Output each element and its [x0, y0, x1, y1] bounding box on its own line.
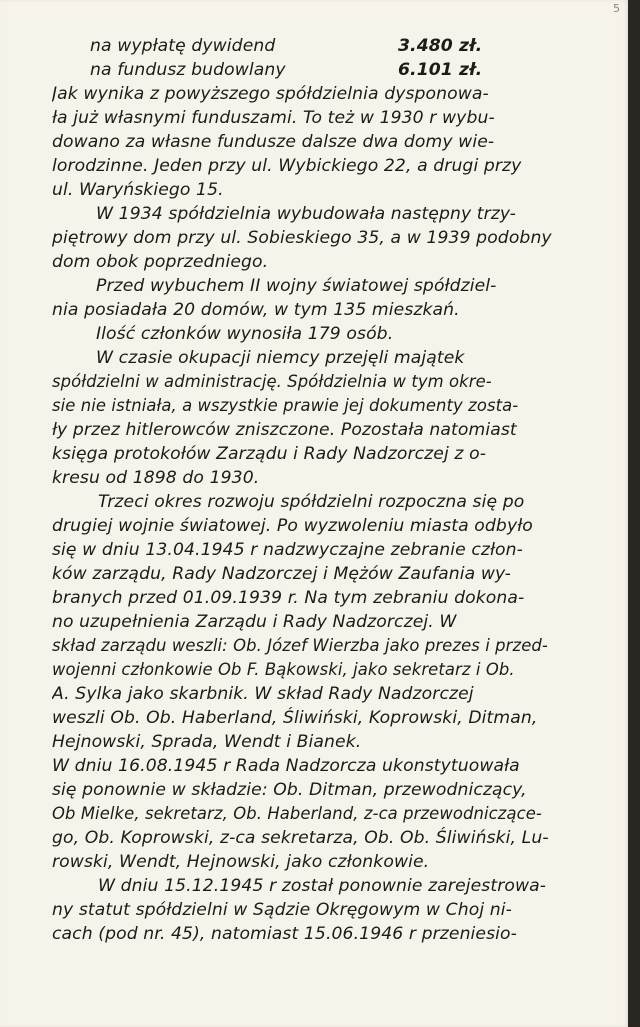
- text-line: wojenni członkowie Ob F. Bąkowski, jako sekretarz i Ob.: [52, 660, 515, 679]
- text-line: drugiej wojnie światowej. Po wyzwoleniu miasta odbyło: [52, 516, 533, 536]
- text-line: W 1934 spółdzielnia wybudowała następny trzy-: [96, 204, 516, 224]
- text-line: W dniu 15.12.1945 r został ponownie zarejestrowa-: [98, 876, 547, 896]
- text-line: Przed wybuchem II wojny światowej spółdziel-: [96, 276, 497, 296]
- amount-value: 3.480 zł.: [398, 36, 483, 56]
- text-line: ła już własnymi funduszami. To też w 1930 r wybu-: [52, 108, 495, 128]
- text-line: spółdzielni w administrację. Spółdzielnia w tym okre-: [52, 372, 492, 391]
- text-line: weszli Ob. Ob. Haberland, Śliwiński, Koprowski, Ditman,: [52, 708, 538, 728]
- text-line: no uzupełnienia Zarządu i Rady Nadzorczej. W: [52, 612, 457, 632]
- amount-value: 6.101 zł.: [398, 60, 483, 80]
- text-line: go, Ob. Koprowski, z-ca sekretarza, Ob. Ob. Śliwiński, Lu-: [52, 828, 549, 848]
- amount-row: [52, 58, 608, 82]
- text-line: księga protokołów Zarządu i Rady Nadzorczej z o-: [52, 444, 486, 464]
- text-line: Jak wynika z powyższego spółdzielnia dysponowa-: [52, 84, 489, 104]
- handwritten-text-block: [52, 34, 608, 946]
- text-line: Trzeci okres rozwoju spółdzielni rozpoczna się po: [98, 492, 525, 512]
- text-line: skład zarządu weszli: Ob. Józef Wierzba jako prezes i przed-: [52, 636, 548, 655]
- text-line: piętrowy dom przy ul. Sobieskiego 35, a w 1939 podobny: [52, 228, 552, 248]
- text-line: W dniu 16.08.1945 r Rada Nadzorcza ukonstytuowała: [52, 756, 520, 776]
- text-line: ły przez hitlerowców zniszczone. Pozostała natomiast: [52, 420, 517, 440]
- text-line: kresu od 1898 do 1930.: [52, 468, 260, 488]
- text-line: W czasie okupacji niemcy przejęli majątek: [96, 348, 465, 368]
- text-line: ul. Waryńskiego 15.: [52, 180, 224, 200]
- amount-label: na fundusz budowlany: [90, 60, 286, 80]
- text-line: A. Sylka jako skarbnik. W skład Rady Nadzorczej: [52, 684, 474, 704]
- text-line: nia posiadała 20 domów, w tym 135 mieszkań.: [52, 300, 460, 320]
- amount-label: na wypłatę dywidend: [90, 36, 276, 56]
- text-line: lorodzinne. Jeden przy ul. Wybickiego 22, a drugi przy: [52, 156, 522, 176]
- text-line: Ilość członków wynosiła 179 osób.: [96, 324, 394, 344]
- text-line: Ob Mielke, sekretarz, Ob. Haberland, z-ca przewodniczące-: [52, 804, 542, 823]
- text-line: ków zarządu, Rady Nadzorczej i Mężów Zaufania wy-: [52, 564, 511, 584]
- text-line: dom obok poprzedniego.: [52, 252, 269, 272]
- text-line: dowano za własne fundusze dalsze dwa domy wie-: [52, 132, 495, 152]
- text-line: ny statut spółdzielni w Sądzie Okręgowym w Choj ni-: [52, 900, 512, 920]
- text-line: się w dniu 13.04.1945 r nadzwyczajne zebranie człon-: [52, 540, 523, 560]
- text-line: rowski, Wendt, Hejnowski, jako członkowie.: [52, 852, 430, 872]
- text-line: cach (pod nr. 45), natomiast 15.06.1946 r przeniesio-: [52, 924, 517, 944]
- text-line: się ponownie w składzie: Ob. Ditman, przewodniczący,: [52, 780, 527, 800]
- page-number: 5: [613, 2, 620, 15]
- text-line: branych przed 01.09.1939 r. Na tym zebraniu dokona-: [52, 588, 525, 608]
- amount-row: [52, 34, 608, 58]
- text-line: Hejnowski, Sprada, Wendt i Bianek.: [52, 732, 362, 752]
- text-line: sie nie istniała, a wszystkie prawie jej dokumenty zosta-: [52, 396, 519, 415]
